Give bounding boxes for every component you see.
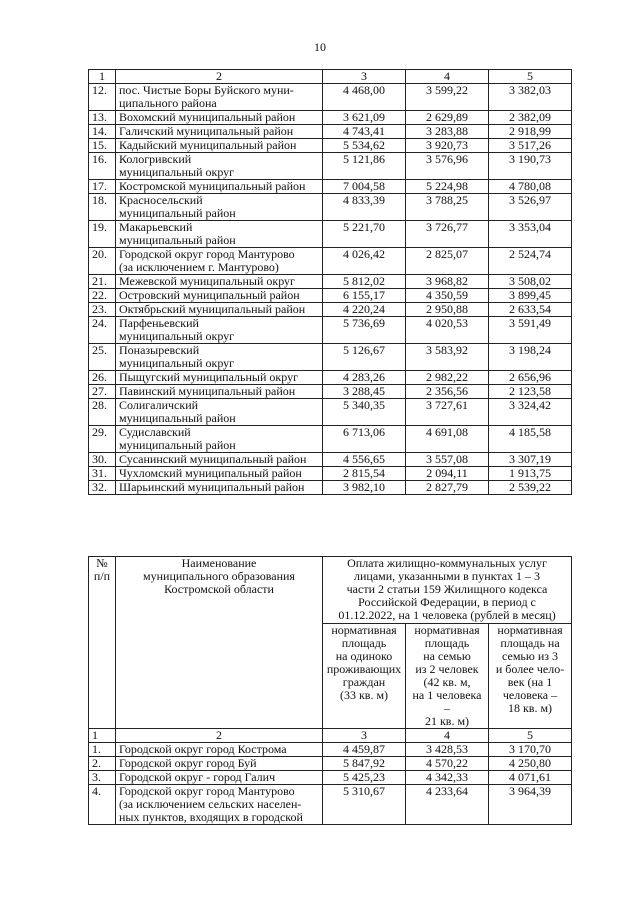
municipality-name-line: муниципальный округ — [119, 356, 235, 370]
table-row — [89, 153, 572, 180]
payment-single: 3 982,10 — [323, 481, 406, 495]
subheader-single — [323, 624, 406, 729]
row-number: 31. — [89, 467, 116, 481]
payment-two-persons: 2 825,07 — [406, 248, 489, 275]
row-number: 3. — [89, 771, 116, 785]
municipality-name — [116, 743, 323, 757]
row-number: 16. — [89, 153, 116, 180]
row-number: 22. — [89, 289, 116, 303]
municipality-name-line: Городской округ - город Галич — [119, 770, 276, 784]
municipality-name — [116, 385, 323, 399]
table-row — [89, 785, 572, 825]
table-districts-part-1 — [88, 69, 572, 495]
row-number: 20. — [89, 248, 116, 275]
municipality-name-line: Макарьевский — [119, 220, 193, 234]
municipality-name-line: Городской округ город Мантурово — [119, 784, 295, 798]
payment-three-plus: 3 591,49 — [489, 317, 572, 344]
payment-two-persons: 2 094,11 — [406, 467, 489, 481]
table-row — [89, 481, 572, 495]
header-line: площадь — [341, 636, 387, 650]
payment-three-plus: 4 780,08 — [489, 180, 572, 194]
header-line: семью из 3 — [502, 649, 559, 663]
payment-three-plus: 3 964,39 — [489, 785, 572, 825]
column-number: 2 — [116, 70, 323, 84]
payment-two-persons: 3 599,22 — [406, 84, 489, 111]
header-line: 21 кв. м) — [424, 714, 470, 728]
header-line: из 2 человек — [415, 662, 479, 676]
page-number: 10 — [314, 40, 326, 54]
row-number: 17. — [89, 180, 116, 194]
header-line: на семью — [423, 649, 471, 663]
payment-two-persons: 4 342,33 — [406, 771, 489, 785]
payment-single: 5 310,67 — [323, 785, 406, 825]
table-row — [89, 248, 572, 275]
column-number: 3 — [323, 729, 406, 743]
municipality-name-line: муниципальный округ — [119, 165, 235, 179]
row-number: 18. — [89, 194, 116, 221]
payment-two-persons: 3 726,77 — [406, 221, 489, 248]
municipality-name — [116, 275, 323, 289]
row-number: 29. — [89, 426, 116, 453]
payment-three-plus: 2 382,09 — [489, 111, 572, 125]
municipality-name-line: Красносельский — [119, 193, 203, 207]
payment-single: 5 121,86 — [323, 153, 406, 180]
table-row — [89, 111, 572, 125]
municipality-name — [116, 194, 323, 221]
header-line: и более чело- — [495, 662, 565, 676]
payment-single: 4 468,00 — [323, 84, 406, 111]
payment-three-plus: 3 517,26 — [489, 139, 572, 153]
municipality-name — [116, 399, 323, 426]
header-line: на 1 человека – — [412, 688, 482, 715]
payment-two-persons: 3 968,82 — [406, 275, 489, 289]
payment-two-persons: 5 224,98 — [406, 180, 489, 194]
municipality-name — [116, 180, 323, 194]
header-line: на одиноко — [335, 649, 393, 663]
payment-three-plus: 3 508,02 — [489, 275, 572, 289]
payment-two-persons: 4 350,59 — [406, 289, 489, 303]
header-line: Российской Федерации, в период с — [358, 595, 536, 609]
payment-two-persons: 3 557,08 — [406, 453, 489, 467]
municipality-name-line: Чухломский муниципальный район — [119, 466, 302, 480]
municipality-name — [116, 303, 323, 317]
payment-three-plus: 3 198,24 — [489, 344, 572, 371]
row-number: 13. — [89, 111, 116, 125]
payment-single: 4 743,41 — [323, 125, 406, 139]
payment-single: 5 126,67 — [323, 344, 406, 371]
payment-three-plus: 2 633,54 — [489, 303, 572, 317]
payment-three-plus: 2 656,96 — [489, 371, 572, 385]
payment-two-persons: 3 283,88 — [406, 125, 489, 139]
row-number: 32. — [89, 481, 116, 495]
header-line: век (на 1 — [507, 675, 553, 689]
payment-three-plus: 1 913,75 — [489, 467, 572, 481]
payment-three-plus: 3 353,04 — [489, 221, 572, 248]
header-line: 01.12.2022, на 1 человека (рублей в месяц) — [338, 608, 556, 622]
municipality-name-line: (за исключением сельских населен- — [119, 797, 302, 811]
payment-two-persons: 3 788,25 — [406, 194, 489, 221]
payment-three-plus: 4 185,58 — [489, 426, 572, 453]
header-line: Костромской области — [164, 582, 274, 596]
municipality-name-line: Поназыревский — [119, 343, 200, 357]
payment-three-plus: 4 071,61 — [489, 771, 572, 785]
payment-two-persons: 4 691,08 — [406, 426, 489, 453]
payment-single: 5 847,92 — [323, 757, 406, 771]
municipality-name-line: Галичский муниципальный район — [119, 124, 294, 138]
payment-two-persons: 3 583,92 — [406, 344, 489, 371]
municipality-name — [116, 111, 323, 125]
row-number: 24. — [89, 317, 116, 344]
table-row — [89, 139, 572, 153]
row-number: 12. — [89, 84, 116, 111]
row-number: 14. — [89, 125, 116, 139]
municipality-name-line: муниципальный район — [119, 233, 236, 247]
municipality-name-line: Пыщугский муниципальный округ — [119, 370, 298, 384]
table-row — [89, 275, 572, 289]
payment-single: 4 459,87 — [323, 743, 406, 757]
column-number: 2 — [116, 729, 323, 743]
payment-two-persons: 2 950,88 — [406, 303, 489, 317]
municipality-name-line: муниципальный район — [119, 411, 236, 425]
payment-single: 5 736,69 — [323, 317, 406, 344]
payment-two-persons: 2 356,56 — [406, 385, 489, 399]
header-line: (42 кв. м, — [423, 675, 471, 689]
municipality-name-line: Шарьинский муниципальный район — [119, 480, 305, 494]
table-row — [89, 317, 572, 344]
header-line: человека – — [502, 688, 558, 702]
municipality-name-line: Городской округ город Буй — [119, 756, 257, 770]
municipality-name-line: (за исключением г. Мантурово) — [119, 260, 279, 274]
header-line: нормативная — [497, 623, 563, 637]
table-row — [89, 221, 572, 248]
payment-two-persons: 4 020,53 — [406, 317, 489, 344]
column-number: 5 — [489, 729, 572, 743]
payment-two-persons: 4 233,64 — [406, 785, 489, 825]
header-line: части 2 статьи 159 Жилищного кодекса — [346, 582, 548, 596]
table-row — [89, 453, 572, 467]
table-row — [89, 344, 572, 371]
municipality-name-line: Костромской муниципальный район — [119, 179, 306, 193]
municipality-name — [116, 84, 323, 111]
table-row — [89, 303, 572, 317]
payment-single: 5 221,70 — [323, 221, 406, 248]
table-row — [89, 467, 572, 481]
header-line: 18 кв. м) — [507, 701, 553, 715]
payment-single: 4 026,42 — [323, 248, 406, 275]
municipality-name — [116, 221, 323, 248]
table-row — [89, 757, 572, 771]
payment-single: 5 340,35 — [323, 399, 406, 426]
header-number — [89, 557, 116, 729]
municipality-name-line: муниципальный район — [119, 206, 236, 220]
column-number: 5 — [489, 70, 572, 84]
municipality-name-line: Кадыйский муниципальный район — [119, 138, 297, 152]
table-districts-part-2 — [88, 556, 572, 825]
payment-single: 3 288,45 — [323, 385, 406, 399]
table-row — [89, 125, 572, 139]
table-row — [89, 194, 572, 221]
municipality-name-line: Островский муниципальный район — [119, 288, 300, 302]
payment-three-plus: 3 899,45 — [489, 289, 572, 303]
header-line: Оплата жилищно-коммунальных услуг — [347, 556, 547, 570]
payment-two-persons: 3 920,73 — [406, 139, 489, 153]
column-number: 1 — [89, 70, 116, 84]
row-number: 27. — [89, 385, 116, 399]
column-number: 4 — [406, 70, 489, 84]
payment-three-plus: 2 123,58 — [489, 385, 572, 399]
column-number: 4 — [406, 729, 489, 743]
payment-single: 5 812,02 — [323, 275, 406, 289]
municipality-name — [116, 453, 323, 467]
table-row — [89, 743, 572, 757]
payment-two-persons: 2 827,79 — [406, 481, 489, 495]
table-row — [89, 771, 572, 785]
municipality-name — [116, 125, 323, 139]
subheader-two — [406, 624, 489, 729]
table-row — [89, 426, 572, 453]
row-number: 19. — [89, 221, 116, 248]
payment-single: 5 534,62 — [323, 139, 406, 153]
municipality-name — [116, 371, 323, 385]
payment-single: 6 713,06 — [323, 426, 406, 453]
table-body — [89, 557, 572, 825]
municipality-name-line: Кологривский — [119, 152, 192, 166]
payment-single: 2 815,54 — [323, 467, 406, 481]
payment-three-plus: 2 918,99 — [489, 125, 572, 139]
header-payment-group — [323, 557, 572, 624]
municipality-name-line: Солигаличский — [119, 398, 199, 412]
header-name — [116, 557, 323, 729]
municipality-name — [116, 317, 323, 344]
payment-two-persons: 3 428,53 — [406, 743, 489, 757]
header-line: лицами, указанными в пунктах 1 – 3 — [353, 569, 541, 583]
header-line: площадь — [424, 636, 470, 650]
subheader-three — [489, 624, 572, 729]
row-number: 28. — [89, 399, 116, 426]
header-line: площадь на — [500, 636, 560, 650]
municipality-name-line: пос. Чистые Боры Буйского муни- — [119, 83, 294, 97]
municipality-name-line: Межевской муниципальный округ — [119, 274, 295, 288]
header-line: (33 кв. м) — [339, 688, 389, 702]
header-line: граждан — [342, 675, 386, 689]
table-row — [89, 84, 572, 111]
row-number: 15. — [89, 139, 116, 153]
payment-three-plus: 3 324,42 — [489, 399, 572, 426]
table-row — [89, 289, 572, 303]
payment-two-persons: 2 629,89 — [406, 111, 489, 125]
municipality-name — [116, 771, 323, 785]
municipality-name-line: ных пунктов, входящих в городской — [119, 810, 303, 824]
row-number: 25. — [89, 344, 116, 371]
municipality-name-line: Судиславский — [119, 425, 191, 439]
header-line: № — [96, 556, 108, 570]
municipality-name — [116, 139, 323, 153]
municipality-name — [116, 289, 323, 303]
payment-three-plus: 2 524,74 — [489, 248, 572, 275]
municipality-name-line: Октябрьский муниципальный район — [119, 302, 306, 316]
municipality-name-line: Городской округ город Кострома — [119, 742, 287, 756]
row-number: 30. — [89, 453, 116, 467]
row-number: 23. — [89, 303, 116, 317]
table-row — [89, 180, 572, 194]
payment-two-persons: 2 982,22 — [406, 371, 489, 385]
payment-single: 5 425,23 — [323, 771, 406, 785]
header-line: нормативная — [331, 623, 397, 637]
municipality-name — [116, 248, 323, 275]
payment-single: 4 220,24 — [323, 303, 406, 317]
payment-three-plus: 4 250,80 — [489, 757, 572, 771]
municipality-name-line: Парфеньевский — [119, 316, 199, 330]
payment-three-plus: 3 307,19 — [489, 453, 572, 467]
payment-three-plus: 3 170,70 — [489, 743, 572, 757]
municipality-name — [116, 153, 323, 180]
municipality-name — [116, 467, 323, 481]
table-body — [89, 70, 572, 495]
municipality-name-line: Павинский муниципальный район — [119, 384, 296, 398]
payment-two-persons: 3 727,61 — [406, 399, 489, 426]
payment-two-persons: 3 576,96 — [406, 153, 489, 180]
table-row — [89, 385, 572, 399]
payment-single: 3 621,09 — [323, 111, 406, 125]
header-row — [89, 557, 572, 624]
payment-three-plus: 3 526,97 — [489, 194, 572, 221]
payment-single: 6 155,17 — [323, 289, 406, 303]
municipality-name — [116, 426, 323, 453]
payment-single: 4 283,26 — [323, 371, 406, 385]
column-number: 3 — [323, 70, 406, 84]
municipality-name-line: Городской округ город Мантурово — [119, 247, 295, 261]
municipality-name-line: ципального района — [119, 96, 217, 110]
payment-three-plus: 3 382,03 — [489, 84, 572, 111]
payment-single: 7 004,58 — [323, 180, 406, 194]
municipality-name — [116, 785, 323, 825]
municipality-name-line: муниципальный округ — [119, 329, 235, 343]
header-line: нормативная — [414, 623, 480, 637]
payment-three-plus: 2 539,22 — [489, 481, 572, 495]
column-number-row — [89, 729, 572, 743]
table-row — [89, 371, 572, 385]
row-number: 2. — [89, 757, 116, 771]
row-number: 4. — [89, 785, 116, 825]
row-number: 21. — [89, 275, 116, 289]
row-number: 26. — [89, 371, 116, 385]
column-number: 1 — [89, 729, 116, 743]
header-line: п/п — [93, 569, 111, 583]
header-line: муниципального образования — [143, 569, 295, 583]
municipality-name — [116, 481, 323, 495]
municipality-name — [116, 344, 323, 371]
payment-three-plus: 3 190,73 — [489, 153, 572, 180]
municipality-name — [116, 757, 323, 771]
municipality-name-line: Вохомский муниципальный район — [119, 110, 296, 124]
municipality-name-line: муниципальный район — [119, 438, 236, 452]
municipality-name-line: Сусанинский муниципальный район — [119, 452, 307, 466]
header-line: проживающих — [326, 662, 402, 676]
header-line: Наименование — [181, 556, 257, 570]
column-number-row — [89, 70, 572, 84]
payment-two-persons: 4 570,22 — [406, 757, 489, 771]
row-number: 1. — [89, 743, 116, 757]
table-row — [89, 399, 572, 426]
payment-single: 4 556,65 — [323, 453, 406, 467]
payment-single: 4 833,39 — [323, 194, 406, 221]
